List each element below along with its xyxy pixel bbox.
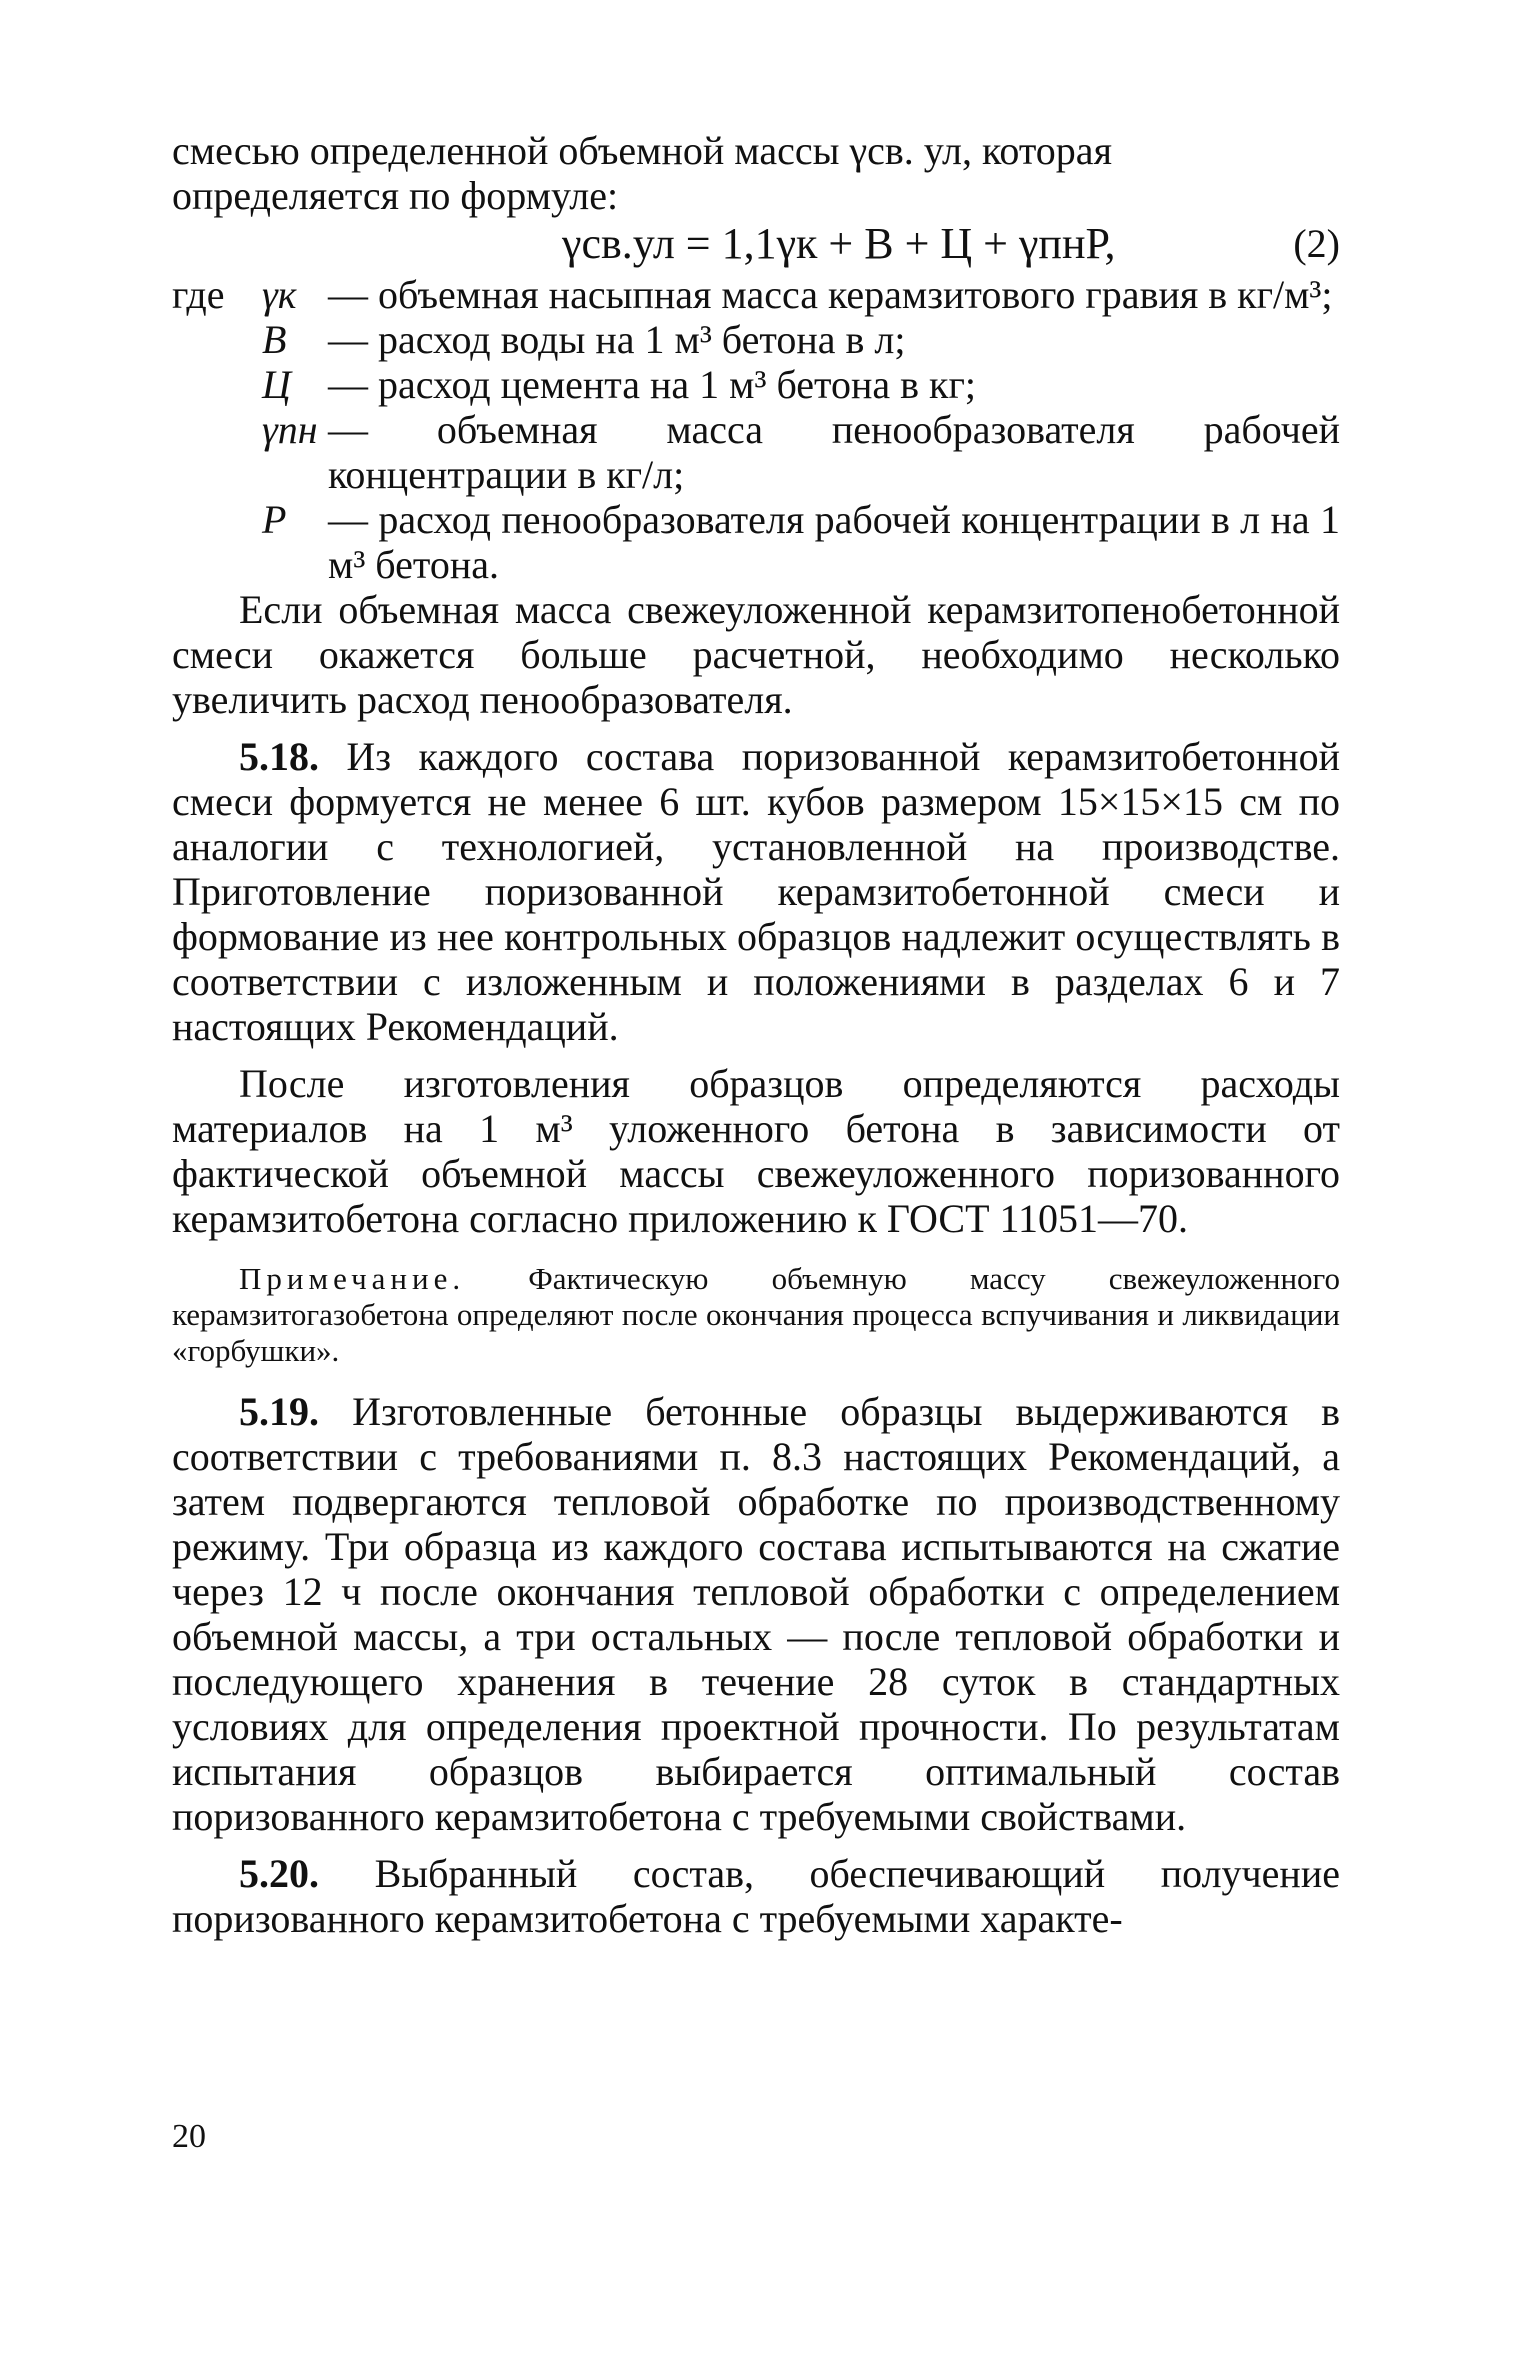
note-title: Примечание. [239,1261,466,1296]
note [172,1261,1340,1369]
section-number: 5.18. [239,734,319,779]
definition-lead: где [172,272,225,317]
definition-text: — расход воды на 1 м³ бетона в л; [328,317,906,362]
formula-text: γсв.ул = 1,1γк + В + Ц + γпнР, [562,219,1116,268]
definition-symbol: Ц [262,362,291,407]
definition-text: — объемная насыпная масса керамзитового гравия в кг/м³; [328,272,1333,317]
page-number: 20 [172,2118,206,2155]
paragraph-foam-adjust: Если объемная масса свежеуложенной керамзитопенобетонной смеси окажется больше расчетной, необходимо несколько увеличить расход пенообразователя. [172,587,1340,722]
note-text: Фактическую объемную массу свежеуложенного керамзитогазобетона определяют после окончания процесса вспучивания и ликвидации «горбушки». [172,1261,1340,1368]
formula-number: (2) [1293,221,1340,266]
definition-text: — расход пенообразователя рабочей концентрации в л на 1 м³ бетона. [328,497,1340,587]
paragraph-5-20 [172,1851,1340,1941]
section-number: 5.19. [239,1389,319,1434]
intro-line-1: смесью определенной объемной массы γсв. ул, которая [172,128,1112,173]
paragraph-text: Изготовленные бетонные образцы выдерживаются в соответствии с требованиями п. 8.3 настоящих Рекомендаций, а затем подвергаются тепловой обработке по производственному режиму. Три образца из каждого состава испытываются на сжатие через 12 ч после окончания тепловой обработки с определением объемной массы, а три остальных — после тепловой обработки и последующего хранения в течение 28 суток в стандартных условиях для определения проектной прочности. По результатам испытания образцов выбирается оптимальный состав поризованного керамзитобетона с требуемыми свойствами. [172,1389,1341,1839]
definition-text: — объемная масса пенообразователя рабочей концентрации в кг/л; [328,407,1340,497]
formula-2 [172,220,1340,268]
intro-line-2: определяется по формуле: [172,173,619,218]
definition-symbol: γк [262,272,297,317]
paragraph-material-consumption: После изготовления образцов определяются расходы материалов на 1 м³ уложенного бетона в зависимости от фактической объемной массы свежеуложенного поризованного керамзитобетона согласно приложению к ГОСТ 11051—70. [172,1061,1340,1241]
paragraph-text: Выбранный состав, обеспечивающий получение поризованного керамзитобетона с требуемыми характе- [172,1851,1340,1941]
definition-symbol: Р [262,497,287,542]
definition-symbol: В [262,317,287,362]
text-column [172,128,1340,1941]
definition-symbol: γпн [262,407,318,452]
paragraph-5-18 [172,734,1340,1049]
paragraph-5-19 [172,1389,1340,1839]
definition-list [172,272,1340,587]
section-number: 5.20. [239,1851,319,1896]
paragraph-text: Из каждого состава поризованной керамзитобетонной смеси формуется не менее 6 шт. кубов размером 15×15×15 см по аналогии с технологией, установленной на производстве. Приготовление поризованной керамзитобетонной смеси и формование из нее контрольных образцов надлежит осуществлять в соответствии с изложенным и положениями в разделах 6 и 7 настоящих Рекомендаций. [172,734,1340,1049]
definition-text: — расход цемента на 1 м³ бетона в кг; [328,362,977,407]
